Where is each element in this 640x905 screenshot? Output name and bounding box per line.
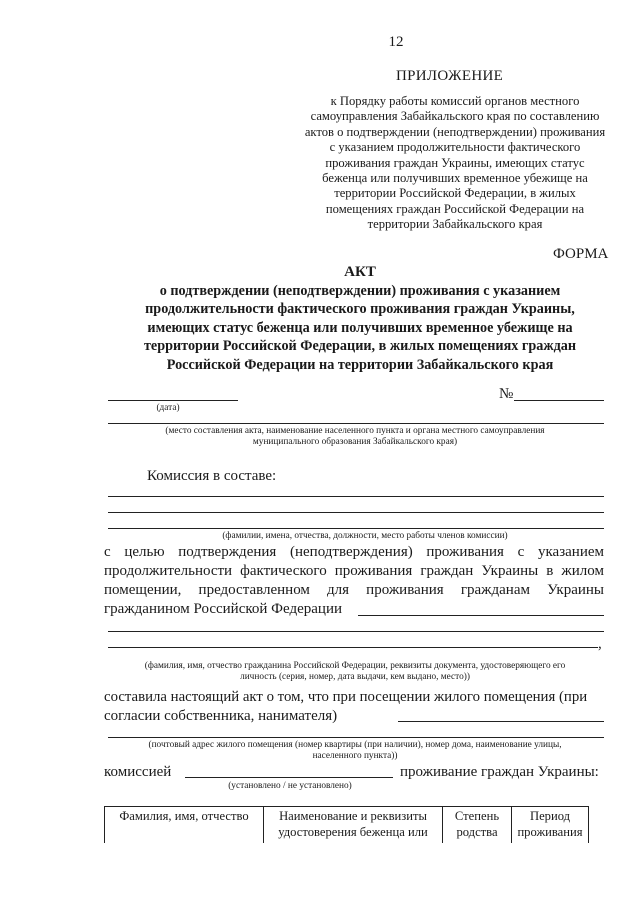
purpose-last-line: гражданином Российской Федерации (104, 601, 343, 617)
result-field-line[interactable] (185, 777, 393, 778)
table-header-cell (512, 807, 589, 844)
commission-line-2[interactable] (108, 512, 604, 513)
citizen-field-line-2[interactable] (108, 631, 604, 632)
appendix-line: актов о подтверждении (неподтверждении) проживания (304, 124, 606, 139)
commission-label: Комиссия в составе: (147, 468, 277, 484)
number-sign: № (499, 386, 514, 402)
page-number: 12 (388, 34, 404, 50)
appendix-heading: ПРИЛОЖЕНИЕ (396, 68, 504, 84)
visit-line-1: составила настоящий акт о том, что при посещении жилого помещения (при (104, 689, 588, 705)
visit-line-2: согласии собственника, нанимателя) (104, 708, 338, 724)
citizen-caption-line: (фамилия, имя, отчество гражданина Российской Федерации, реквизиты документа, удостоверяющего его (144, 661, 566, 671)
place-caption-line: (место составления акта, наименование населенного пункта и органа местного самоуправления (165, 426, 545, 436)
address-caption (100, 740, 610, 762)
place-caption-line: муниципального образования Забайкальского края) (252, 437, 458, 447)
citizen-field-line-1[interactable] (358, 615, 604, 616)
act-subtitle-line: продолжительности фактического проживания граждан Украины, (145, 301, 575, 317)
appendix-text (290, 94, 620, 233)
appendix-line: проживания граждан Украины, имеющих статус (325, 155, 585, 170)
place-field-line[interactable] (108, 423, 604, 424)
result-right: проживание граждан Украины: (400, 764, 599, 780)
act-subtitle-line: имеющих статус беженца или получивших временное убежище на (147, 319, 573, 336)
residence-table (104, 806, 589, 843)
citizen-field-line-3[interactable] (108, 647, 598, 648)
purpose-line: продолжительности фактического проживания граждан Украины в жилом (104, 563, 604, 579)
act-subtitle-line: о подтверждении (неподтверждении) проживания с указанием (159, 282, 561, 299)
address-caption-line: населенного пункта)) (312, 751, 398, 761)
date-caption: (дата) (156, 403, 180, 413)
header-text: Период (529, 809, 571, 823)
purpose-line: с целью подтверждения (неподтверждения) проживания с указанием (104, 544, 604, 560)
address-field-line-1[interactable] (398, 721, 604, 722)
commission-line-3[interactable] (108, 528, 604, 529)
address-field-line-2[interactable] (108, 737, 604, 738)
act-title-block (110, 263, 610, 374)
table-header-cell (264, 807, 443, 844)
act-subtitle-line: территории Российской Федерации, в жилых помещениях граждан (143, 338, 577, 354)
header-text: родства (456, 824, 498, 839)
citizen-caption (100, 661, 610, 683)
appendix-line: к Порядку работы комиссий органов местного (330, 94, 580, 108)
comma: , (598, 636, 602, 652)
header-text: проживания (517, 824, 583, 839)
appendix-line: территории Забайкальского края (367, 217, 543, 232)
commission-caption: (фамилии, имена, отчества, должности, место работы членов комиссии) (222, 531, 508, 541)
place-caption (100, 426, 610, 448)
citizen-caption-line: личность (серия, номер, дата выдачи, кем выдано, место)) (240, 672, 470, 682)
act-title: АКТ (344, 264, 376, 280)
table-header-cell (443, 807, 512, 844)
form-label: ФОРМА (553, 246, 609, 262)
table-header-row (105, 807, 589, 844)
commission-line-1[interactable] (108, 496, 604, 497)
address-caption-line: (почтовый адрес жилого помещения (номер квартиры (при наличии), номер дома, наименование улицы, (148, 740, 562, 750)
appendix-line: территории Российской Федерации, в жилых (334, 186, 576, 201)
result-caption: (установлено / не установлено) (228, 781, 352, 791)
result-left: комиссией (104, 764, 172, 780)
header-text: Наименование и реквизиты (279, 809, 427, 823)
appendix-line: беженца или получивших временное убежище на (322, 171, 588, 186)
header-text: Степень (454, 809, 500, 823)
appendix-line: помещениях граждан Российской Федерации на (325, 201, 585, 216)
date-field-line[interactable] (108, 400, 238, 401)
header-text: Фамилия, имя, отчество (119, 809, 249, 823)
purpose-line: помещении, предоставленном для проживания гражданам Украины (104, 582, 604, 598)
header-text: удостоверения беженца или (278, 824, 428, 839)
act-number-line[interactable] (514, 400, 604, 401)
appendix-line: самоуправления Забайкальского края по составлению (310, 109, 600, 124)
appendix-line: с указанием продолжительности фактического (329, 140, 581, 155)
act-subtitle-line: Российской Федерации на территории Забайкальского края (166, 356, 554, 373)
table-header-cell (105, 807, 264, 844)
